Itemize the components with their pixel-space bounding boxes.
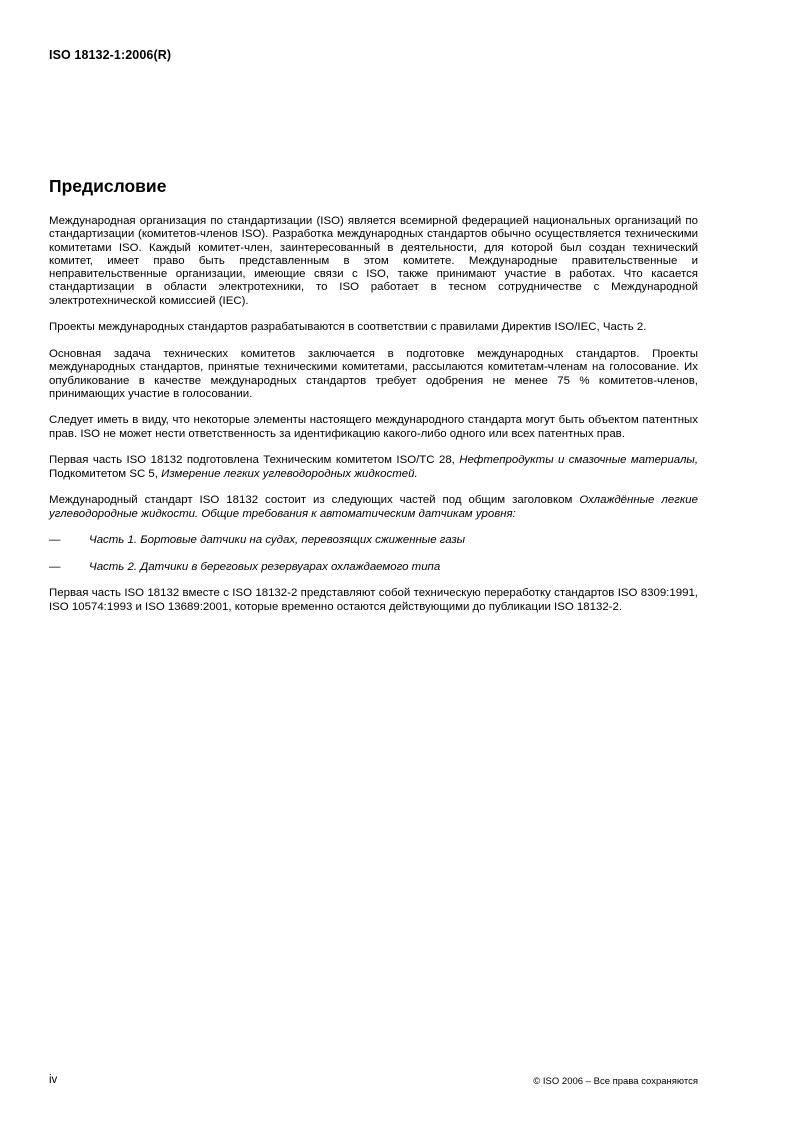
list-dash: —: [49, 534, 61, 547]
prepared-by-text-2: Подкомитетом SC 5,: [49, 467, 162, 480]
foreword-section: [49, 176, 698, 627]
list-item-text: Часть 2. Датчики в береговых резервуарах охлаждаемого типа: [89, 560, 441, 573]
parts-general-title: Охлаждённые легкие углеводородные жидкости. Общие требования к автоматическим датчикам уровня:: [49, 494, 698, 520]
paragraph-parts-intro: [49, 494, 698, 521]
parts-intro-text: Международный стандарт ISO 18132 состоит из следующих частей под общим заголовком: [49, 494, 580, 507]
list-item: [49, 534, 698, 547]
list-dash: —: [49, 560, 61, 573]
paragraph-iso-intro: Международная организация по стандартизации (ISO) является всемирной федерацией национальных организаций по стандартизации (комитетов-членов ISO). Разработка международных стандартов обычно осуществляется техническими комитетами ISO. Каждый комитет-член, заинтересованный в деятельности, для которой был создан технический комитет, имеет право быть представленным в этом комитете. Международные правительственные и неправительственные организации, имеющие связи с ISO, также принимают участие в работах. Что касается стандартизации в области электротехники, то ISO работает в тесном сотрудничестве с Международной электротехнической комиссией (IEC).: [49, 215, 698, 307]
paragraph-directives: Проекты международных стандартов разрабатываются в соответствии с правилами Директив ISO/IEC, Часть 2.: [49, 321, 647, 334]
section-title: Предисловие: [49, 176, 167, 196]
document-code: ISO 18132-1:2006(R): [49, 48, 172, 62]
paragraph-prepared-by: [49, 454, 698, 481]
paragraph-technical-revision: Первая часть ISO 18132 вместе с ISO 18132-2 представляют собой техническую переработку стандартов ISO 8309:1991, ISO 10574:1993 и ISO 13689:2001, которые временно остаются действующими до публикации ISO 18132-2.: [49, 587, 698, 613]
list-item: [49, 561, 698, 574]
list-item-text: Часть 1. Бортовые датчики на судах, перевозящих сжиженные газы: [89, 534, 466, 547]
prepared-by-subcommittee-name: Измерение легких углеводородных жидкостей.: [161, 467, 418, 480]
paragraph-patents: Следует иметь в виду, что некоторые элементы настоящего международного стандарта могут быть объектом патентных прав. ISO не может нести ответственность за идентификацию какого-либо одного или всех патентных прав.: [49, 414, 698, 440]
prepared-by-text-1: Первая часть ISO 18132 подготовлена Техническим комитетом ISO/TC 28,: [49, 454, 460, 467]
copyright-notice: © ISO 2006 – Все права сохраняются: [533, 1076, 698, 1087]
page-number: iv: [49, 1074, 58, 1086]
prepared-by-committee-name: Нефтепродукты и смазочные материалы,: [459, 454, 698, 467]
paragraph-committees-task: Основная задача технических комитетов заключается в подготовке международных стандартов. Проекты международных стандартов, принятые техническими комитетами, рассылаются комитетам-членам на голосование. Их опубликование в качестве международных стандартов требует одобрения не менее 75 % комитетов-членов, принимающих участие в голосовании.: [49, 347, 698, 400]
